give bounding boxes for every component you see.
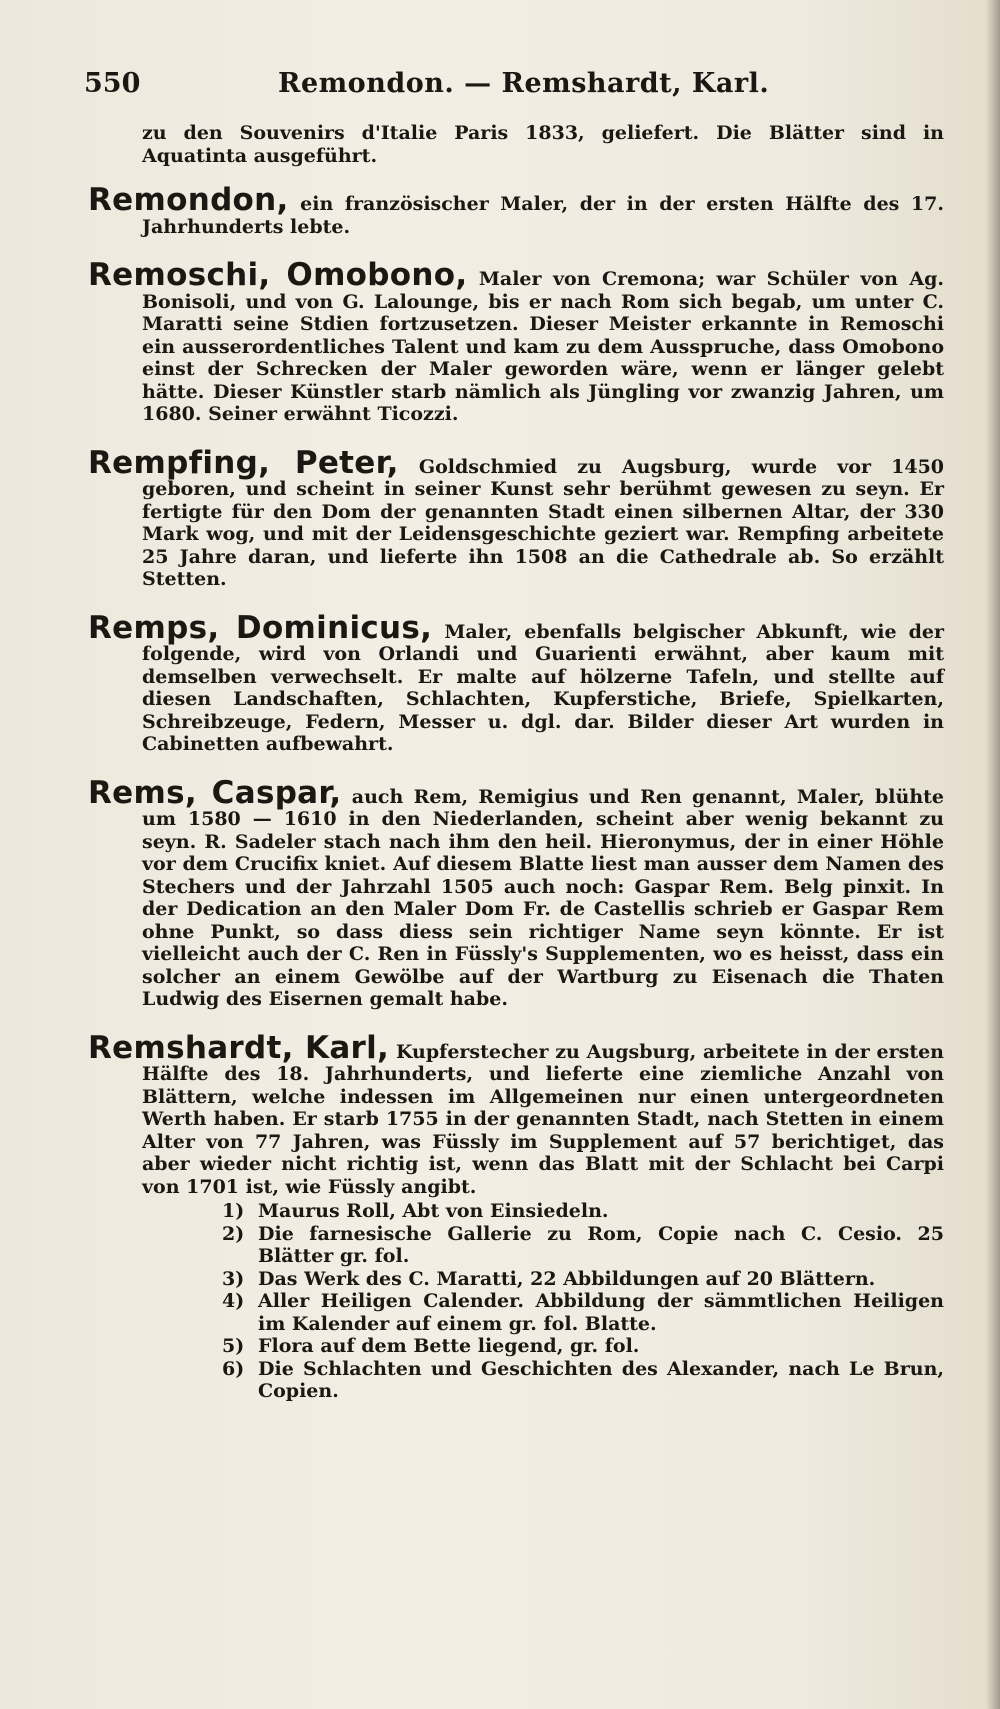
works-list — [142, 1200, 944, 1403]
continuation-paragraph: zu den Souvenirs d'Italie Paris 1833, geliefert. Die Blätter sind in Aquatinta ausgeführt. — [142, 122, 944, 167]
entry-remps — [88, 609, 944, 756]
page-number: 550 — [84, 68, 141, 99]
list-item: 4) Aller Heiligen Calender. Abbildung der sämmtlichen Heiligen im Kalender auf einem gr. fol. Blatte. — [222, 1290, 944, 1335]
page-body — [88, 122, 944, 1429]
list-item: 2) Die farnesische Gallerie zu Rom, Copie nach C. Cesio. 25 Blätter gr. fol. — [222, 1222, 944, 1267]
entry-heading: Remondon, — [88, 182, 289, 218]
entry-remshardt — [88, 1029, 944, 1403]
page-header — [84, 62, 944, 102]
entry-heading: Remoschi, Omobono, — [88, 257, 468, 293]
entry-remoschi — [88, 257, 944, 426]
entry-text: Maler von Cremona; war Schüler von Ag. Bonisoli, und von G. Lalounge, bis er nach Rom sich begab, um unter C. Maratti seine Stdien fortzusetzen. Dieser Meister erkannte in Remoschi ein ausserordentliches Talent und kam zu dem Ausspruche, dass Omobono einst der Schrecken der Maler geworden wäre, wenn er länger gelebt hätte. Dieser Künstler starb nämlich als Jüngling vor zwanzig Jahren, um 1680. Seiner erwähnt Ticozzi. — [142, 268, 944, 425]
entry-text: ein französischer Maler, der in der ersten Hälfte des 17. Jahrhunderts lebte. — [142, 193, 944, 238]
entry-rems — [88, 774, 944, 1011]
entry-rempfing — [88, 444, 945, 591]
entry-remondon — [88, 182, 944, 238]
running-head: Remondon. — Remshardt, Karl. — [278, 68, 770, 99]
entry-text: auch Rem, Remigius und Ren genannt, Maler, blühte um 1580 — 1610 in den Niederlanden, scheint aber wenig bekannt zu seyn. R. Sadeler stach nach ihm den heil. Hieronymus, der in einer Höhle vor dem Crucifix kniet. Auf diesem Blatte liest man ausser dem Namen des Stechers und der Jahrzahl 1505 auch noch: Gaspar Rem. Belg pinxit. In der Dedication an den Maler Dom Fr. de Castellis schrieb er Gaspar Rem ohne Punkt, so dass diess sein richtiger Name seyn könnte. Er ist vielleicht auch der C. Ren in Füssly's Supplementen, wo es heisst, dass ein solcher an einem Gewölbe auf der Wartburg zu Eisenach die Thaten Ludwig des Eisernen gemalt habe. — [142, 785, 944, 1010]
list-item: 3) Das Werk des C. Maratti, 22 Abbildungen auf 20 Blättern. — [222, 1267, 876, 1290]
list-item: 1) Maurus Roll, Abt von Einsiedeln. — [222, 1200, 609, 1222]
list-item: 5) Flora auf dem Bette liegend, gr. fol. — [222, 1335, 640, 1357]
page-edge-shadow — [986, 0, 1000, 1709]
entry-heading: Remshardt, Karl, — [88, 1029, 390, 1066]
entry-text: Goldschmied zu Augsburg, wurde vor 1450 geboren, und scheint in seiner Kunst sehr berühmt gewesen zu seyn. Er fertigte für den Dom der genannten Stadt einen silbernen Altar, der 330 Mark wog, und mit der Leidensgeschichte geziert war. Rempfing arbeitete 25 Jahre daran, und lieferte ihn 1508 an die Cathedrale ab. So erzählt Stetten. — [142, 455, 945, 590]
entry-text: Kupferstecher zu Augsburg, arbeitete in der ersten Hälfte des 18. Jahrhunderts, und lieferte eine ziemliche Anzahl von Blättern, welche indessen im Allgemeinen nur einen untergeordneten Werth haben. Er starb 1755 in der genannten Stadt, nach Stetten in einem Alter von 77 Jahren, was Füssly im Supplement auf 57 berichtiget, das aber wieder nicht richtig ist, wenn das Blatt mit der Schlacht bei Carpi von 1701 ist, wie Füssly angibt. — [142, 1040, 944, 1198]
entry-heading: Remps, Dominicus, — [88, 609, 433, 646]
list-item: 6) Die Schlachten und Geschichten des Alexander, nach Le Brun, Copien. — [222, 1357, 944, 1402]
entry-text: Maler, ebenfalls belgischer Abkunft, wie der folgende, wird von Orlandi und Guarienti erwähnt, aber kaum mit demselben verwechselt. Er malte auf hölzerne Tafeln, und stellte auf diesen Landschaften, Schlachten, Kupferstiche, Briefe, Spielkarten, Schreibzeuge, Federn, Messer u. dgl. dar. Bilder dieser Art wurden in Cabinetten aufbewahrt. — [142, 620, 944, 755]
entry-heading: Rempfing, Peter, — [88, 444, 399, 481]
entry-heading: Rems, Caspar, — [88, 774, 342, 811]
